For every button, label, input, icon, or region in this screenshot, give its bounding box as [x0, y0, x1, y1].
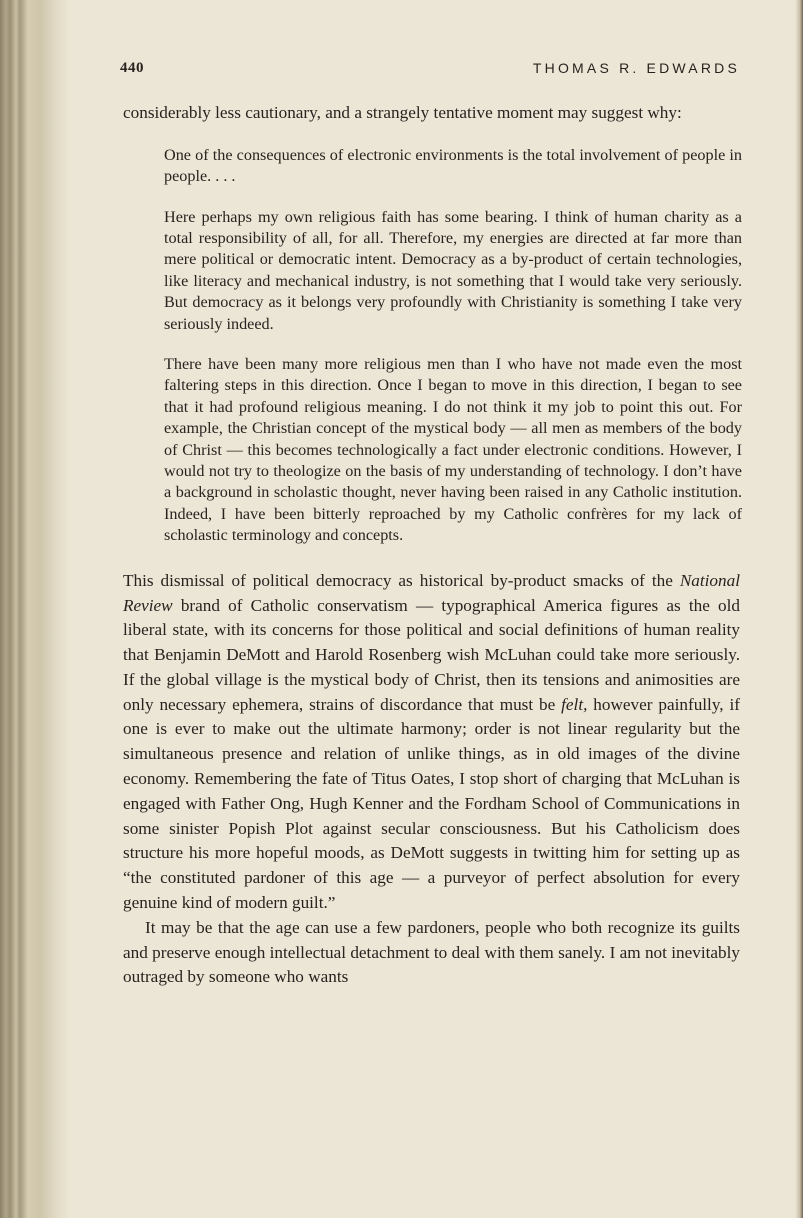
italic-title: National Review	[123, 570, 740, 615]
text-run: brand of Catholic conservatism — typographical America figures as the old liberal state, with its concerns for those political and social definitions of human reality that Benjamin DeMott and Harold Rosenberg wish McLuhan could take more seriously. If the global village is the mystical body of Christ, then its tensions and animosities are only necessary ephemera, strains of discordance that must be	[123, 595, 740, 714]
block-quote: One of the consequences of electronic environments is the total involvement of people in people. . . .	[164, 145, 742, 186]
italic-emphasis: felt,	[561, 694, 588, 714]
page-number: 440	[120, 60, 144, 76]
running-head: THOMAS R. EDWARDS	[532, 60, 740, 76]
page-header	[120, 60, 740, 82]
block-quote: There have been many more religious men than I who have not made even the most faltering steps in this direction. Once I began to move in this direction, I began to see that it had profound religious meaning. I do not think it my job to point this out. For example, the Christian concept of the mystical body — all men as members of the body of Christ — this becomes technologically a fact under electronic conditions. However, I would not try to theologize on the basis of my understanding of technology. I don’t have a background in scholastic thought, never having been raised in any Catholic institution. Indeed, I have been bitterly reproached by my Catholic confrères for my lack of scholastic terminology and concepts.	[164, 355, 742, 545]
book-binding-gutter	[0, 0, 70, 1218]
text-run: however painfully, if one is ever to make out the ultimate harmony; order is not linear regularity but the simultaneous presence and relation of unlike things, as in old images of the divine economy. Remembering the fate of Titus Oates, I stop short of charging that McLuhan is engaged with Father Ong, Hugh Kenner and the Fordham School of Communications in some sinister Popish Plot against secular consciousness. But his Catholicism does structure his more hopeful moods, as DeMott suggests in twitting him for setting up as “the constituted pardoner of this age — a purveyor of perfect absolution for every genuine kind of modern guilt.”	[123, 694, 740, 913]
paragraph: It may be that the age can use a few pardoners, people who both recognize its guilts and preserve enough intellectual detachment to deal with them sanely. I am not inevitably outraged by someone who wants	[123, 917, 740, 987]
body-text	[123, 101, 740, 990]
block-quote: Here perhaps my own religious faith has some bearing. I think of human charity as a total responsibility of all, for all. Therefore, my energies are directed at far more than mere political or democratic intent. Democracy as a by-product of certain technologies, like literacy and mechanical industry, is not something that I would take very seriously. But democracy as it belongs very profoundly with Christianity is something I take very seriously indeed.	[164, 207, 742, 333]
paragraph: considerably less cautionary, and a strangely tentative moment may suggest why:	[123, 103, 682, 122]
text-run: This dismissal of political democracy as historical by-product smacks of the	[123, 570, 680, 590]
page-edge-shadow	[795, 0, 803, 1218]
paragraph	[123, 569, 740, 916]
